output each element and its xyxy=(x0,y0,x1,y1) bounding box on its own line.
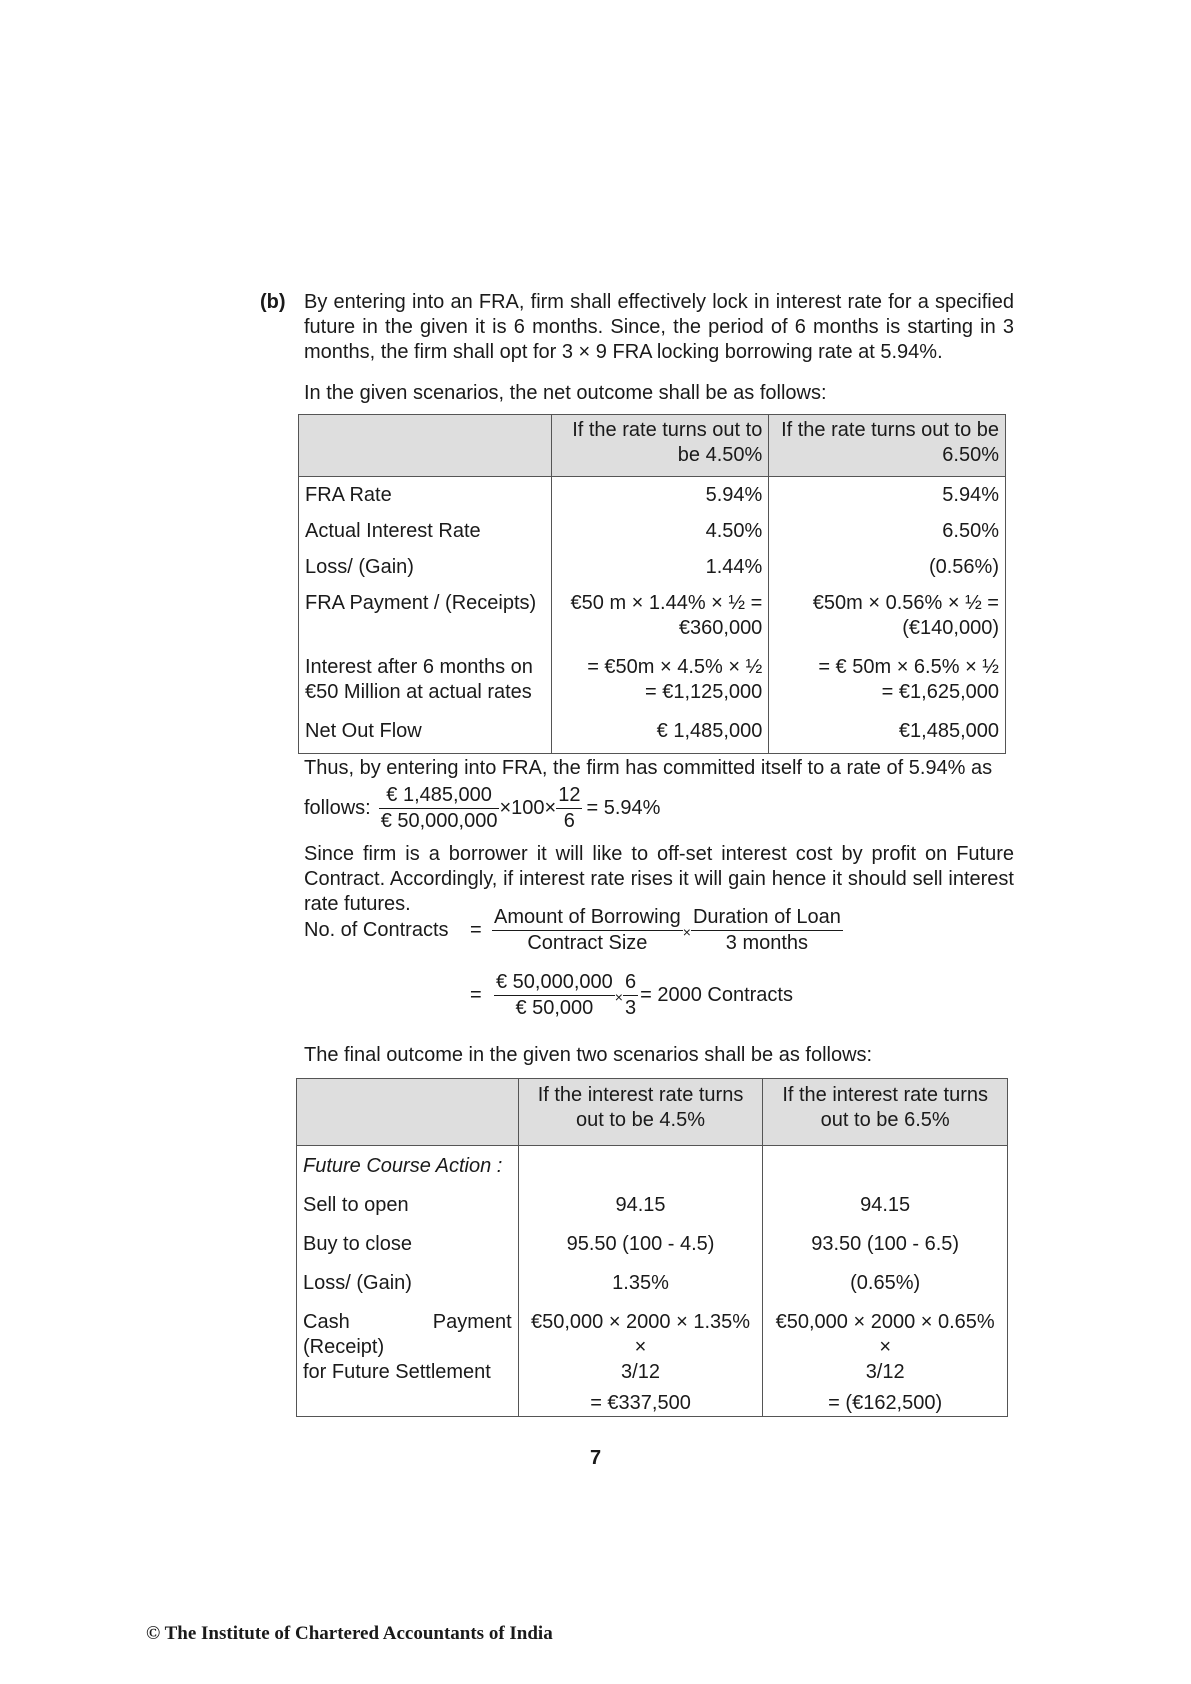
table-row xyxy=(297,1269,1008,1308)
denominator: 6 xyxy=(563,810,575,832)
cell-line: 3/12 xyxy=(865,1361,905,1383)
contracts-result: = 2000 Contracts xyxy=(640,984,793,1006)
header-scenario-high: If the rate turns out to be 6.50% xyxy=(769,415,1006,477)
cell-high: (0.65%) xyxy=(763,1269,1008,1308)
cell-low xyxy=(518,1308,763,1417)
cell-low: 94.15 xyxy=(518,1191,763,1230)
row-label: Actual Interest Rate xyxy=(299,517,552,553)
fraction-borrowing xyxy=(492,905,683,956)
commitment-formula xyxy=(304,783,1014,834)
cell-line: €50m × 0.56% × ½ = xyxy=(812,592,999,614)
cell-line: = € 50m × 6.5% × ½ xyxy=(818,656,999,678)
cell-line: = €1,625,000 xyxy=(881,681,999,703)
row-label xyxy=(299,653,552,717)
cell-high: 5.94% xyxy=(769,477,1006,518)
cell-line: €360,000 xyxy=(678,617,763,639)
row-label xyxy=(297,1308,519,1417)
numerator: Amount of Borrowing xyxy=(492,905,683,931)
contracts-label: No. of Contracts xyxy=(304,919,449,941)
denominator: 3 xyxy=(624,997,637,1019)
table-row xyxy=(299,653,1006,717)
cell-low: 1.35% xyxy=(518,1269,763,1308)
table-row xyxy=(299,517,1006,553)
cell-high: 6.50% xyxy=(769,517,1006,553)
cell-low: 1.44% xyxy=(551,553,769,589)
page-number: 7 xyxy=(589,1447,602,1469)
intro-paragraph: By entering into an FRA, firm shall effectively lock in interest rate for a specified future in the given it is 6 months. Since, the period of 6 months is starting in 3 months, the firm shall opt for 3 × 9 FRA locking borrowing rate at 5.94%. xyxy=(304,291,1014,363)
numerator: 12 xyxy=(556,783,582,809)
row-label: FRA Rate xyxy=(299,477,552,518)
table-row xyxy=(297,1146,1008,1192)
header-scenario-high: If the interest rate turns out to be 6.5% xyxy=(763,1079,1008,1146)
table-row xyxy=(299,717,1006,754)
row-label: Buy to close xyxy=(297,1230,519,1269)
formula-result: = 5.94% xyxy=(586,797,661,819)
cell-line: €50 m × 1.44% × ½ = xyxy=(570,592,763,614)
section-label: (b) xyxy=(260,291,286,313)
numerator: Duration of Loan xyxy=(691,905,843,931)
table-row xyxy=(299,477,1006,518)
header-blank xyxy=(299,415,552,477)
table-header-row xyxy=(299,415,1006,477)
fraction-amounts xyxy=(494,970,615,1021)
cell-high xyxy=(769,653,1006,717)
cell-low: 95.50 (100 - 4.5) xyxy=(518,1230,763,1269)
commitment-text: Thus, by entering into FRA, the firm has committed itself to a rate of 5.94% as xyxy=(304,757,993,779)
row-label-line: €50 Million at actual rates xyxy=(305,681,532,703)
denominator: 3 months xyxy=(725,932,809,954)
table-row xyxy=(299,589,1006,653)
numerator: € 1,485,000 xyxy=(379,783,500,809)
table-row xyxy=(297,1191,1008,1230)
cell-line: = €337,500 xyxy=(590,1392,691,1414)
cell-low xyxy=(551,653,769,717)
row-label: Loss/ (Gain) xyxy=(297,1269,519,1308)
row-label: FRA Payment / (Receipts) xyxy=(299,589,552,653)
cell-low xyxy=(551,589,769,653)
cell-line: = €50m × 4.5% × ½ xyxy=(587,656,763,678)
cell-low: 4.50% xyxy=(551,517,769,553)
denominator: € 50,000 xyxy=(515,997,594,1019)
cell-high: 93.50 (100 - 6.5) xyxy=(763,1230,1008,1269)
cell-low: 5.94% xyxy=(551,477,769,518)
row-label: Net Out Flow xyxy=(299,717,552,754)
row-label: Loss/ (Gain) xyxy=(299,553,552,589)
contracts-formula-1 xyxy=(304,905,843,956)
cell-line: €50,000 × 2000 × 0.65% × xyxy=(775,1311,995,1358)
cell-line: (€140,000) xyxy=(902,617,999,639)
equals-sign: = xyxy=(470,984,482,1006)
cell-line: = (€162,500) xyxy=(828,1392,943,1414)
table-row xyxy=(299,553,1006,589)
row-label-line: for Future Settlement xyxy=(303,1361,491,1383)
cell-high xyxy=(763,1308,1008,1417)
equals-sign: = xyxy=(470,919,482,941)
cell-high: 94.15 xyxy=(763,1191,1008,1230)
table1-lead: In the given scenarios, the net outcome shall be as follows: xyxy=(304,382,827,404)
futures-outcome-table xyxy=(296,1078,1008,1417)
cell-high: (0.56%) xyxy=(769,553,1006,589)
section-row-label: Future Course Action : xyxy=(297,1146,519,1192)
cell-low: € 1,485,000 xyxy=(551,717,769,754)
formula-prefix: follows: xyxy=(304,797,371,819)
denominator: € 50,000,000 xyxy=(380,810,498,832)
futures-paragraph: Since firm is a borrower it will like to off-set interest cost by profit on Future Contract. Accordingly, if interest rate rises it will gain hence it should sell interest rate futures. xyxy=(304,843,1014,915)
fraction-amount xyxy=(379,783,500,834)
fraction-periods xyxy=(623,970,638,1021)
times-sign: × xyxy=(614,988,623,1005)
times-sign: × xyxy=(682,923,691,940)
table-header-row xyxy=(297,1079,1008,1146)
cell-high xyxy=(769,589,1006,653)
row-label: Sell to open xyxy=(297,1191,519,1230)
cell-high xyxy=(763,1146,1008,1192)
table-row xyxy=(297,1230,1008,1269)
numerator: 6 xyxy=(623,970,638,996)
row-label-line: Cash Payment (Receipt) xyxy=(303,1311,512,1358)
fraction-duration xyxy=(691,905,843,956)
cell-line: = €1,125,000 xyxy=(644,681,763,703)
cell-line: €50,000 × 2000 × 1.35% × xyxy=(530,1311,751,1358)
footer-copyright: © The Institute of Chartered Accountants of India xyxy=(146,1623,553,1644)
table-row xyxy=(297,1308,1008,1417)
multiplier: ×100× xyxy=(499,797,557,819)
commitment-block xyxy=(304,756,1014,834)
denominator: Contract Size xyxy=(527,932,648,954)
numerator: € 50,000,000 xyxy=(494,970,615,996)
fraction-months xyxy=(556,783,582,834)
cell-high: €1,485,000 xyxy=(769,717,1006,754)
header-scenario-low: If the rate turns out to be 4.50% xyxy=(551,415,769,477)
row-label-line: Interest after 6 months on xyxy=(305,656,533,678)
cell-line: 3/12 xyxy=(621,1361,660,1383)
contracts-formula-2 xyxy=(470,970,793,1021)
cell-low xyxy=(518,1146,763,1192)
header-blank xyxy=(297,1079,519,1146)
fra-outcome-table xyxy=(298,414,1006,754)
table2-lead: The final outcome in the given two scenarios shall be as follows: xyxy=(304,1044,873,1066)
header-scenario-low: If the interest rate turns out to be 4.5% xyxy=(518,1079,763,1146)
